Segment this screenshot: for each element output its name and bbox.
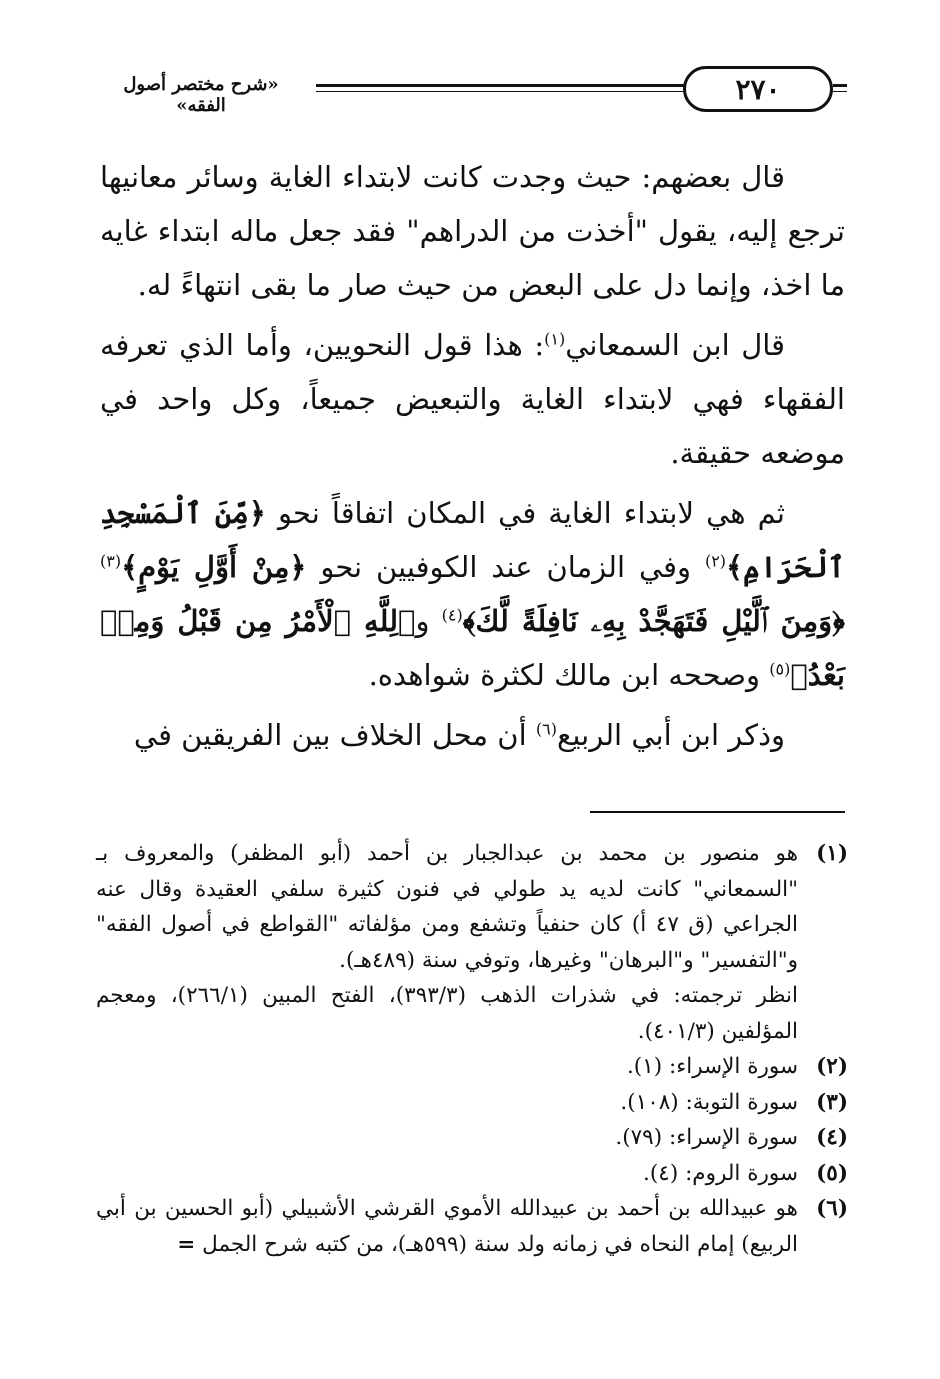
paragraph-2-rest: : هذا قول النحويين، وأما الذي تعرفه الفقهاء فهي لابتداء الغاية والتبعيض جميعاً، وكل واحد في موضعه حقيقة. — [100, 328, 845, 470]
footnote-ref-3[interactable]: (٣) — [100, 551, 122, 571]
footnote-5 — [96, 1156, 848, 1192]
footnote-1 — [96, 836, 848, 1049]
footnote-6 — [96, 1191, 848, 1262]
footnote-text: سورة الروم: (٤). — [643, 1160, 798, 1186]
continues-mark: = — [177, 1231, 196, 1257]
paragraph-3-end: وصححه ابن مالك لكثرة شواهده. — [368, 658, 760, 692]
footnote-text — [96, 836, 798, 1049]
page-header — [0, 62, 940, 122]
quran-verse-3: ﴿وَمِنَ ٱلَّيْلِ فَتَهَجَّدْ بِهِۦ نَافِلَةً لَّكَ﴾ — [462, 604, 845, 638]
paragraph-4-start: وذكر ابن أبي الربيع — [556, 718, 785, 752]
footnote-number: (٥) — [816, 1160, 848, 1186]
main-text — [100, 150, 845, 768]
footnote-ref-6[interactable]: (٦) — [535, 719, 557, 739]
footnote-4 — [96, 1120, 848, 1156]
footnote-ref-2[interactable]: (٢) — [704, 551, 727, 571]
paragraph-2-start: قال ابن السمعاني — [565, 328, 785, 362]
footnote-number: (٢) — [816, 1054, 848, 1079]
running-title: «شرح مختصر أصول الفقه» — [123, 74, 279, 116]
header-rule-right-thin — [833, 91, 847, 92]
quran-verse-2: ﴿مِنْ أَوَّلِ يَوْمٍ﴾ — [121, 550, 307, 584]
footnote-3 — [96, 1085, 848, 1121]
footnote-6-text: هو عبيدالله بن أحمد بن عبيدالله الأموي القرشي الأشبيلي (أبو الحسين بن أبي الربيع) إمام النحاه في زمانه ولد سنة (٥٩٩هـ)، من كتبه شرح الجمل — [96, 1196, 798, 1257]
quran-verse-4: ﴿لِلَّهِ ٱلْأَمْرُ مِن قَبْلُ وَمِنۢ بَعْدُ﴾ — [100, 604, 845, 692]
footnote-number: (٤) — [816, 1125, 848, 1150]
footnote-ref-5[interactable]: (٥) — [769, 659, 791, 679]
paragraph-1: قال بعضهم: حيث وجدت كانت لابتداء الغاية وسائر معانيها ترجع إليه، يقول "أخذت من الدراهم" فقد جعل ماله ابتداء غايه ما اخذ، وإنما دل على البعض من حيث صار ما بقى انتهاءً له. — [100, 160, 845, 302]
quran-verse-1: ﴿مِّنَ ٱلْمَسْجِدِ ٱلْحَرَامِ﴾ — [100, 496, 845, 584]
paragraph-3 — [100, 486, 845, 702]
paragraph-4-rest: أن محل الخلاف بين الفريقين في — [133, 718, 527, 752]
footnote-separator — [590, 811, 845, 813]
footnote-text — [96, 1191, 798, 1262]
footnote-1-sources: انظر ترجمته: في شذرات الذهب (٣٩٣/٣)، الفتح المبين (٢٦٦/١)، ومعجم المؤلفين (٤٠١/٣). — [96, 983, 799, 1044]
footnote-number: (١) — [816, 841, 848, 866]
paragraph-4 — [100, 708, 845, 762]
paragraph-3-and: و — [415, 604, 430, 638]
paragraph-3-mid: وفي الزمان عند الكوفيين نحو — [320, 550, 692, 584]
header-rule-right — [833, 84, 847, 87]
header-rule-left — [316, 84, 686, 87]
paragraph-3-start: ثم هي لابتداء الغاية في المكان اتفاقاً نحو — [278, 496, 786, 530]
footnote-number: (٣) — [816, 1089, 848, 1115]
footnote-text: سورة الإسراء: (١). — [626, 1054, 798, 1079]
page-number: ٢٧٠ — [683, 66, 833, 112]
footnote-number: (٦) — [816, 1196, 848, 1221]
header-rule-left-thin — [316, 91, 686, 92]
footnote-1-bio: هو منصور بن محمد بن عبدالجبار بن أحمد (أبو المظفر) والمعروف بـ "السمعاني" كانت لديه يد طولي في فنون كثيرة سلفي العقيدة وقال عنه الجراعي (ق ٤٧ أ) كان حنفياً وتشفع ومن مؤلفاته "القواطع في أصول الفقه" و"التفسير" و"البرهان" وغيرها، وتوفي سنة (٤٨٩هـ). — [96, 841, 798, 973]
footnote-text: سورة الإسراء: (٧٩). — [615, 1125, 798, 1150]
footnote-ref-4[interactable]: (٤) — [441, 605, 463, 625]
footnote-ref-1[interactable]: (١) — [544, 329, 566, 349]
paragraph-2 — [100, 318, 845, 480]
footnote-2 — [96, 1049, 848, 1085]
footnotes — [96, 836, 848, 1262]
footnote-text: سورة التوبة: (١٠٨). — [620, 1089, 798, 1115]
